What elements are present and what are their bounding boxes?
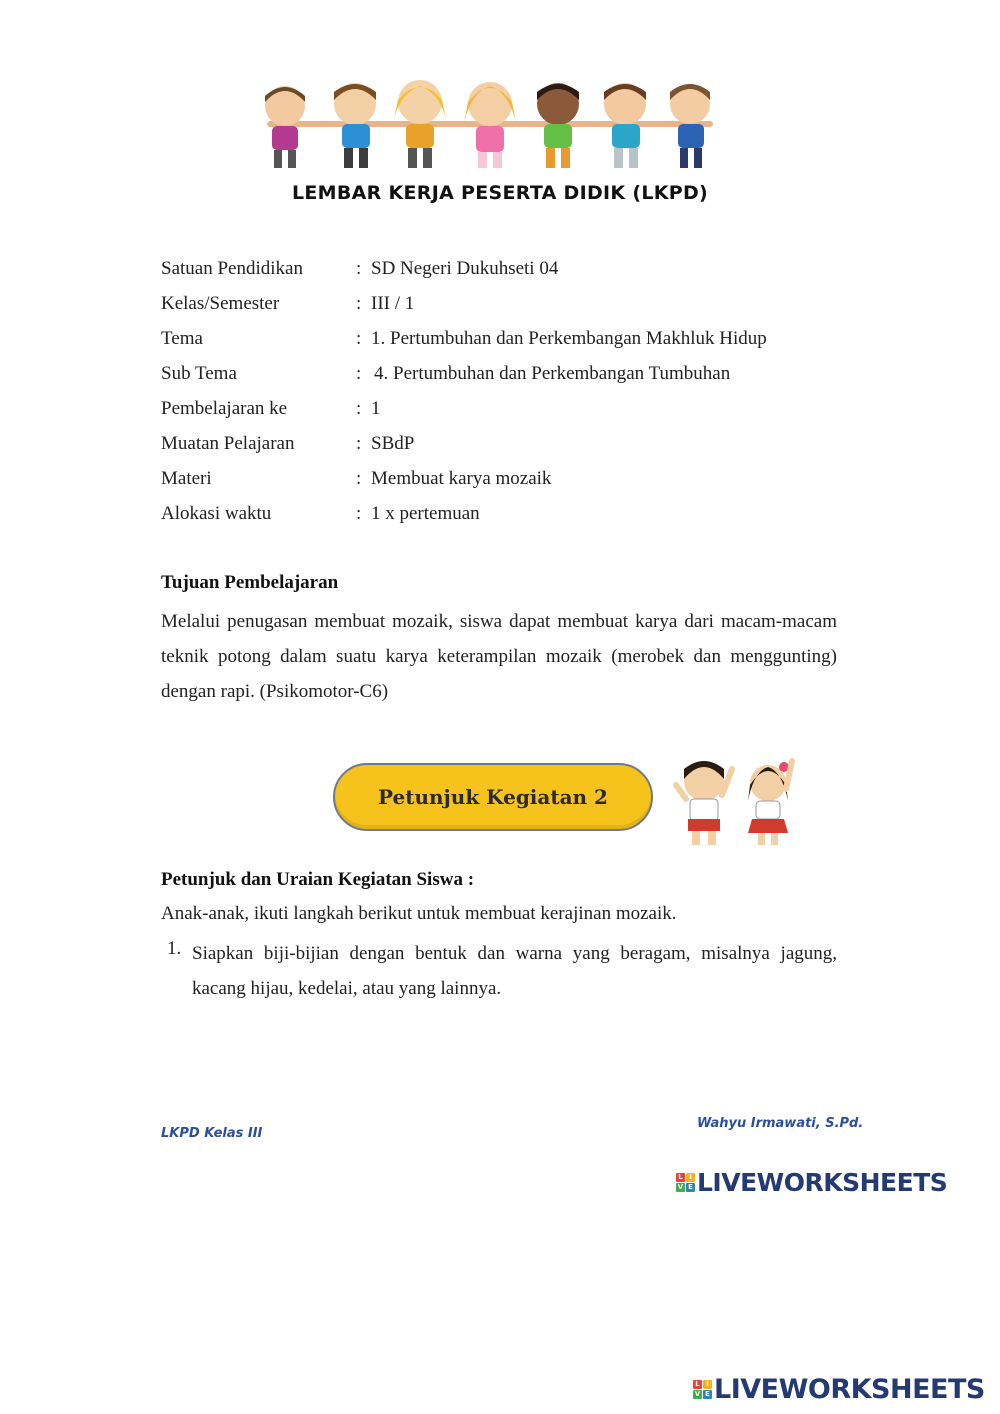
activity-badge: Petunjuk Kegiatan 2 (333, 763, 653, 831)
liveworksheets-icon (676, 1173, 695, 1192)
girl-student (748, 761, 792, 845)
info-colon: : (356, 258, 362, 279)
instructions-intro: Anak-anak, ikuti langkah berikut untuk membuat kerajinan mozaik. (161, 903, 677, 924)
info-colon: : (356, 293, 362, 314)
info-label: Tema (161, 328, 203, 349)
step-text: Siapkan biji-bijian dengan bentuk dan warna yang beragam, misalnya jagung, kacang hijau, kedelai, atau yang lainnya. (192, 943, 837, 999)
info-label: Kelas/Semester (161, 293, 280, 314)
info-value: SBdP (371, 433, 415, 454)
info-colon: : (356, 328, 362, 349)
objectives-text: Melalui penugasan membuat mozaik, siswa dapat membuat karya dari macam-macam teknik potong dalam suatu karya keterampilan mozaik (merobek dan menggunting) dengan rapi. (Psikomotor-C6) (161, 611, 837, 702)
info-colon: : (356, 433, 362, 454)
logo-square-i: I (686, 1173, 695, 1182)
footer-class-label: LKPD Kelas III (161, 1126, 263, 1141)
info-colon: : (356, 503, 362, 524)
liveworksheets-logo[interactable] (676, 1168, 947, 1197)
info-value: SD Negeri Dukuhseti 04 (371, 258, 559, 279)
info-colon: : (356, 468, 362, 489)
info-value: 4. Pertumbuhan dan Perkembangan Tumbuhan (374, 363, 731, 384)
info-value: Membuat karya mozaik (371, 468, 552, 489)
logo-square-i: I (703, 1380, 712, 1389)
liveworksheets-text: LIVEWORKSHEETS (697, 1168, 948, 1197)
children-banner-illustration (250, 78, 730, 170)
info-value: 1 (371, 398, 381, 419)
page-title: LEMBAR KERJA PESERTA DIDIK (LKPD) (291, 182, 709, 204)
liveworksheets-text: LIVEWORKSHEETS (714, 1374, 985, 1405)
info-label: Pembelajaran ke (161, 398, 288, 419)
info-label: Muatan Pelajaran (161, 433, 295, 454)
logo-square-v: V (694, 1390, 701, 1398)
info-value: 1 x pertemuan (371, 503, 480, 524)
info-label: Materi (161, 468, 212, 489)
students-illustration (664, 755, 809, 847)
info-value: 1. Pertumbuhan dan Perkembangan Makhluk Hidup (371, 328, 767, 349)
liveworksheets-logo-bottom[interactable] (693, 1374, 985, 1405)
boy-student (676, 761, 732, 845)
info-value: III / 1 (371, 293, 415, 314)
logo-square-v: V (677, 1183, 684, 1191)
logo-square-l: L (676, 1173, 685, 1182)
info-colon: : (356, 363, 362, 384)
logo-square-e: E (703, 1390, 712, 1399)
objectives-heading: Tujuan Pembelajaran (161, 572, 339, 593)
instructions-heading: Petunjuk dan Uraian Kegiatan Siswa : (161, 869, 475, 890)
info-label: Sub Tema (161, 363, 237, 384)
logo-square-e: E (686, 1183, 695, 1192)
logo-square-l: L (693, 1380, 702, 1389)
info-colon: : (356, 398, 362, 419)
liveworksheets-icon (693, 1380, 712, 1399)
step-number: 1. (167, 938, 182, 959)
info-label: Alokasi waktu (161, 503, 272, 524)
info-label: Satuan Pendidikan (161, 258, 303, 279)
footer-author: Wahyu Irmawati, S.Pd. (697, 1116, 864, 1131)
